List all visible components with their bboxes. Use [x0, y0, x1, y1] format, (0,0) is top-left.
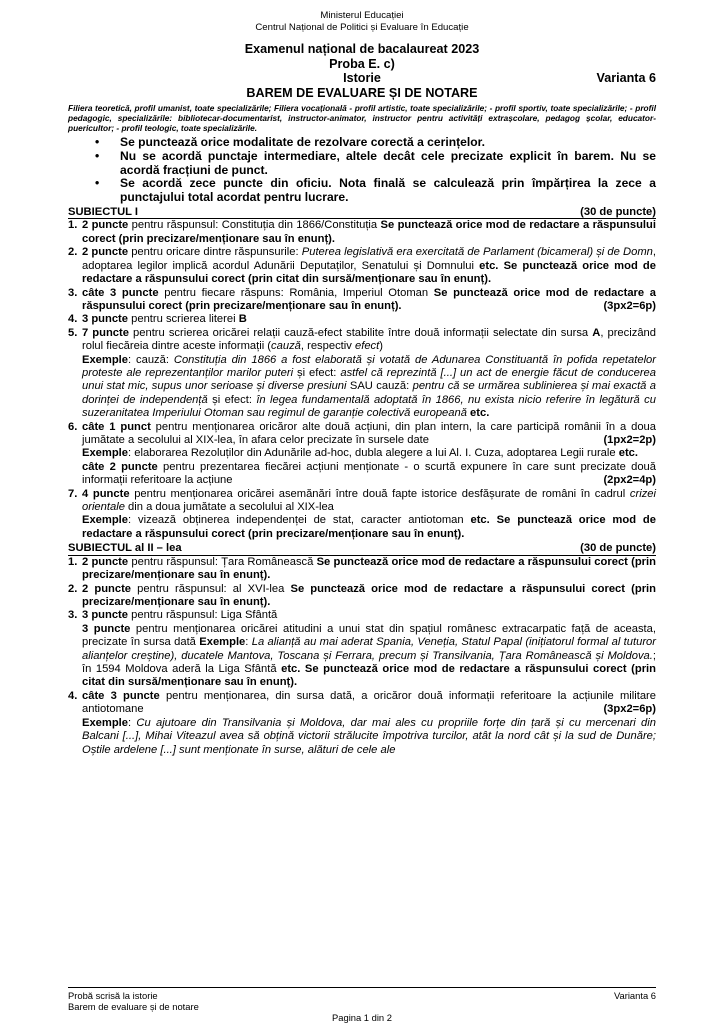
- examples-paragraph: Exemple: Cu ajutoare din Transilvania și Moldova, dar mai ales cu propriile forțe din țară și cu mercenari din Balcani [...], Mihai Viteazul avea să obțină victorii strălucite împotriva turcilor, atât la nord cât și la sud de Dunăre; Oștile ardelene [...] sunt menționate în surse, alături de cele ale: [82, 716, 656, 756]
- score-label: (3px2=6p): [603, 703, 656, 716]
- document-page: [68, 10, 656, 757]
- subiect1-item-1: 1. 2 puncte pentru răspunsul: Constituția din 1866/Constituția Se punctează orice mod de redactare a răspunsului corect (prin precizare/menționare sau în enunț).: [68, 219, 656, 245]
- subject-row: [68, 71, 656, 86]
- subject-name: Istorie: [343, 71, 381, 86]
- subiect2-item-2: 2. 2 puncte pentru răspunsul: al XVI-lea Se punctează orice mod de redactare a răspunsului corect (prin precizare/menționare sau în enunț).: [68, 582, 656, 609]
- examples-paragraph: Exemple: elaborarea Rezoluților din Adunările ad-hoc, dubla alegere a lui Al. I. Cuza, adoptarea Legii rurale etc.: [82, 447, 639, 460]
- subiect1-item-5: 5. 7 puncte pentru scrierea oricărei relații cauză-efect stabilite între două informații selectate din sursa A, precizând rolul fiecăreia dintre aceste informații (cauză, respectiv efect) Exemple: cauză: Constituția din 1866 a fost elaborată și votată de Adunarea Constituantă în pofida repetatelor proteste ale reprezentanților marilor puteri și efect: astfel că reprezintă [...] un act de energie făcut de conducerea unui stat mic, supus unor serioase și diverse presiuni SAU cauză: pentru că se urmărea sublinierea și mai exactă a dorinței de independență și efect: în legea fundamentală adoptată în 1866, nu exista nicio referire în legătură cu suzeranitatea Imperiului Otoman sau regimul de garanție colectivă europeană etc.: [68, 326, 656, 420]
- page-footer: [68, 987, 656, 1012]
- rule-1: • Se punctează orice modalitate de rezolvare corectă a cerințelor.: [95, 135, 485, 150]
- footer-barem: Barem de evaluare și de notare: [68, 1001, 199, 1013]
- header: [68, 10, 656, 33]
- subiect1-item-3: 3. câte 3 puncte pentru fiecare răspuns: România, Imperiul Otoman Se punctează orice mod de redactare a răspunsului corect (prin precizare/menționare sau în enunț). (3px2=6p): [68, 286, 656, 312]
- section-subiect-1-heading: SUBIECTUL I (30 de puncte): [68, 205, 656, 218]
- examples-paragraph: Exemple: cauză: Constituția din 1866 a fost elaborată și votată de Adunarea Constituantă în pofida repetatelor proteste ale reprezentanților marilor puteri și efect: astfel că reprezintă [...] un act de energie făcut de conducerea unui stat mic, supus unor serioase și diverse presiuni SAU cauză: pentru că se urmărea sublinierea și mai exactă a dorinței de independență și efect: în legea fundamentală adoptată în 1866, nu exista nicio referire în legătură cu suzeranitatea Imperiului Otoman sau regimul de garanție colectivă europeană etc.: [82, 353, 656, 420]
- rule-2: • Nu se acordă punctaje intermediare, altele decât cele precizate explicit în barem. Nu se acordă fracțiuni de punct.: [95, 149, 656, 177]
- profiles-note: Filiera teoretică, profil umanist, toate specializările; Filiera vocațională - profil artistic, toate specializările; - profil sportiv, toate specializările; - profil pedagogic, specializările: bibliotecar-documentarist, instructor-animator, instructor pentru activități extrașcolare, pedagog școlar, educator-puericultor; - profil teologic, toate specializările.: [68, 103, 656, 134]
- score-label: (1px2=2p): [603, 433, 656, 446]
- variant-label: Varianta 6: [596, 71, 656, 86]
- bullet-icon: •: [95, 149, 100, 164]
- subiect1-item-2: 2. 2 puncte pentru oricare dintre răspunsurile: Puterea legislativă era exercitată de Parlament (bicameral) și de Domn, adoptarea legilor implică acordul Adunării Deputaților, Senatului și Domnului etc. Se punctează orice mod de redactare a răspunsului corect (prin citat din sursă/menționare sau în enunț).: [68, 246, 656, 286]
- subiect1-item-4: 4. 3 puncte pentru scrierea literei B: [68, 313, 247, 326]
- bullet-icon: •: [95, 176, 100, 191]
- subiect2-item-3: 3. 3 puncte pentru răspunsul: Liga Sfântă 3 puncte pentru menționarea oricărei atitudini a unui stat din spațiul românesc extracarpatic față de aceasta, precizate în sursa dată Exemple: La alianță au mai aderat Spania, Veneția, Statul Papal (inițiatorul formal al tuturor alianțelor creștine), ducatele Mantova, Toscana și Ferrara, precum și Transilvania, Țara Românească și Moldova.; în 1594 Moldova aderă la Liga Sfântă etc. Se punctează orice mod de redactare a răspunsului corect (prin citat din sursă/menționare sau în enunț).: [68, 609, 657, 689]
- rule-3: • Se acordă zece puncte din oficiu. Nota finală se calculează prin împărțirea la zece a punctajului total acordat pentru lucrare.: [95, 176, 656, 205]
- probe-title: Proba E. c): [329, 56, 395, 71]
- center-name: Centrul Național de Politici și Evaluare în Educație: [255, 21, 469, 33]
- bullet-icon: •: [95, 135, 100, 150]
- subiect1-item-6: 6. câte 1 punct pentru menționarea oricăror alte două acțiuni, din plan intern, la care participă românii în a doua jumătate a secolului al XIX-lea, în afara celor precizate în sursele date (1px2=2p) Exemple: elaborarea Rezoluților din Adunările ad-hoc, dubla alegere a lui Al. I. Cuza, adoptarea Legii rurale etc. câte 2 puncte pentru prezentarea fiecărei acțiuni menționate - o scurtă expunere în care sunt precizate două informații referitoare la acțiune (2px2=4p): [68, 420, 656, 487]
- examples-paragraph: Exemple: vizează obținerea independenței de stat, caracter antiotoman etc. Se punctează orice mod de redactare a răspunsului corect (prin precizare/menționare sau în enunț).: [82, 514, 656, 540]
- score-label: (3px2=6p): [603, 299, 656, 312]
- barem-title: BAREM DE EVALUARE ȘI DE NOTARE: [246, 85, 478, 100]
- footer-subject: Probă scrisă la istorie: [68, 990, 158, 1001]
- subiect1-item-7: 7. 4 puncte pentru menționarea oricărei asemănări între două fapte istorice desfășurate de români în cadrul crizei orientale din a doua jumătate a secolului al XIX-lea Exemple: vizează obținerea independenței de stat, caracter antiotoman etc. Se punctează orice mod de redactare a răspunsului corect (prin precizare/menționare sau în enunț).: [68, 487, 656, 540]
- section-subiect-2-heading: SUBIECTUL al II – lea (30 de puncte): [68, 542, 656, 555]
- subiect2-item-4: 4. câte 3 puncte pentru menționarea, din sursa dată, a oricăror două informații referitoare la acțiunile militare antiotomane (3px2=6p) Exemple: Cu ajutoare din Transilvania și Moldova, dar mai ales cu propriile forțe din țară și cu mercenari din Balcani [...], Mihai Viteazul avea să obțină victorii strălucite împotriva turcilor, atât la nord cât și la sud de Dunăre; Oștile ardelene [...] sunt menționate în surse, alături de cele ale: [68, 689, 656, 756]
- exam-title: Examenul național de bacalaureat 2023: [244, 42, 480, 56]
- footer-variant: Varianta 6: [613, 990, 656, 1001]
- page-number: Pagina 1 din 2: [332, 1012, 392, 1023]
- score-label: (2px2=4p): [603, 474, 656, 487]
- subiect2-item-1: 1. 2 puncte pentru răspunsul: Țara Românească Se punctează orice mod de redactare a răspunsului corect (prin precizare/menționare sau în enunț).: [68, 555, 656, 582]
- ministry-name: Ministerul Educației: [320, 10, 404, 21]
